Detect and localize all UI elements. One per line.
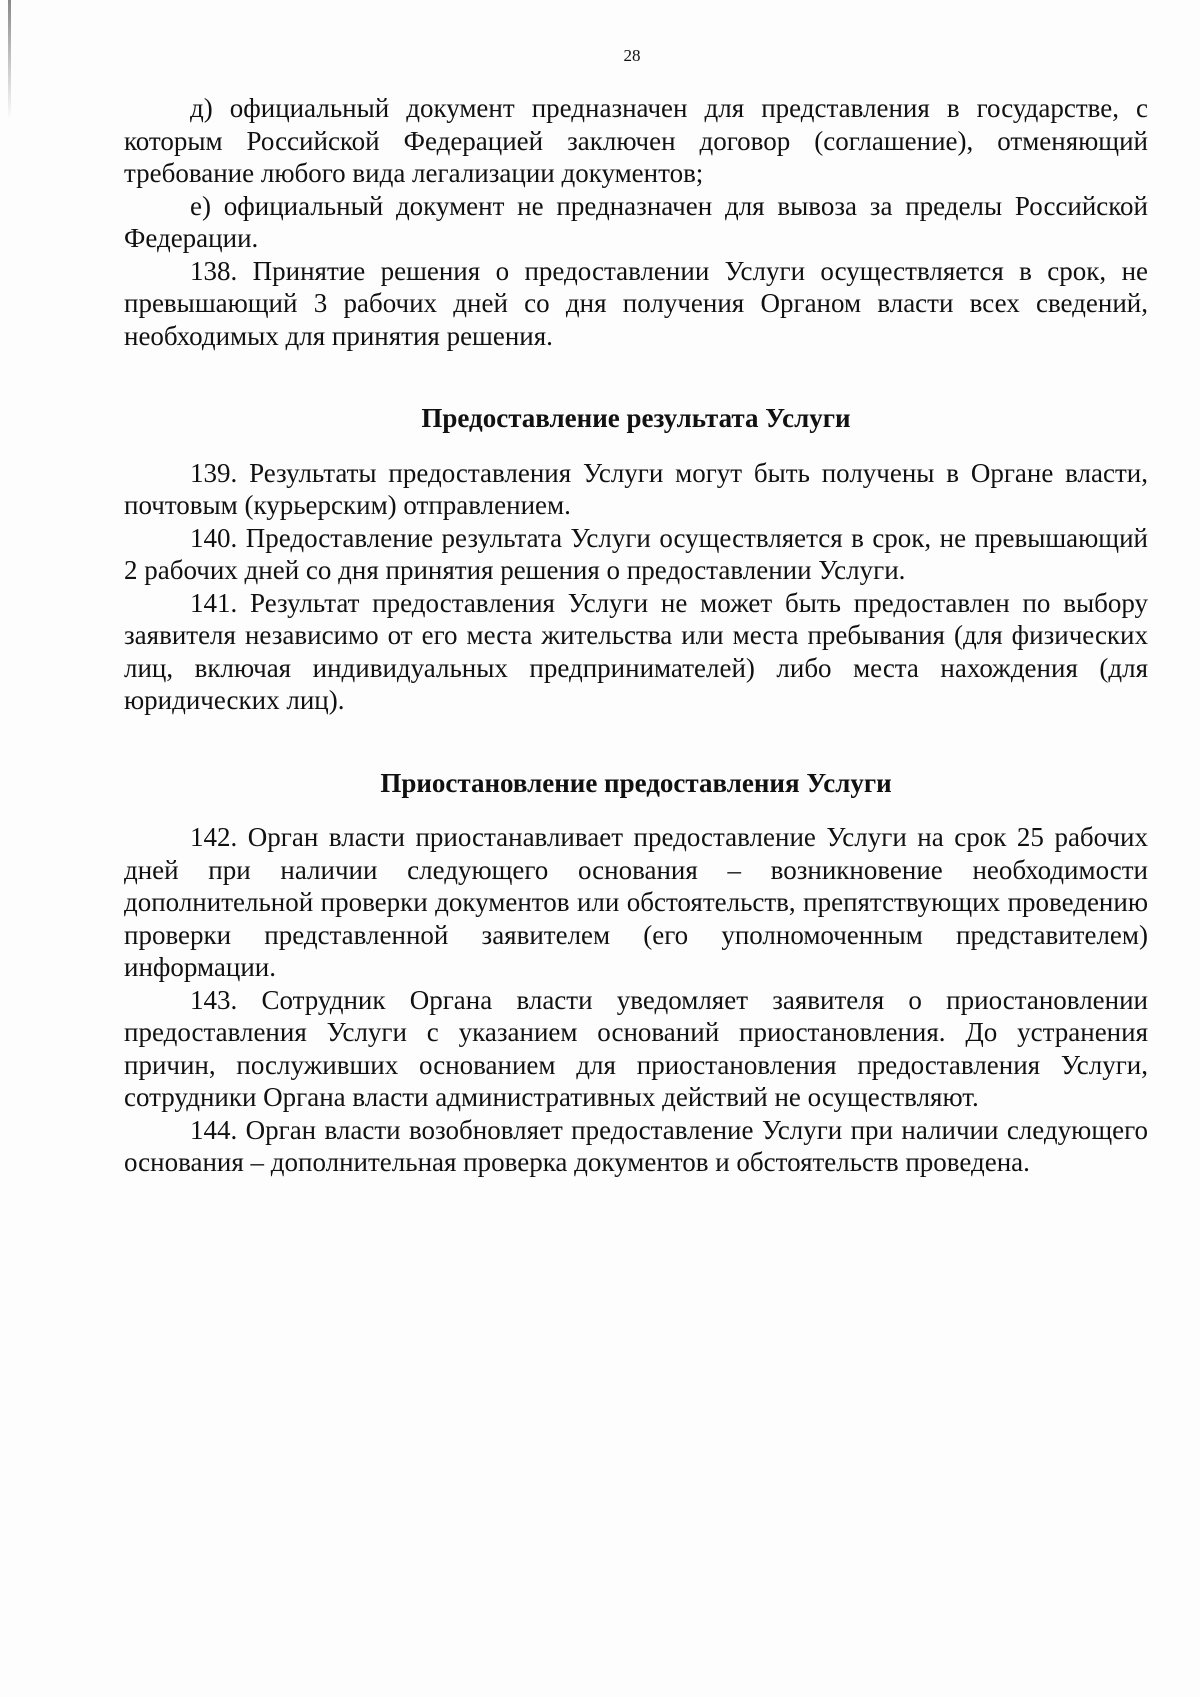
paragraph-143: 143. Сотрудник Органа власти уведомляет заявителя о приостановлении предоставления Услуги с указанием оснований приостановления. До устранения причин, послуживших основанием для приостановления предоставления Услуги, сотрудники Органа власти административных действий не осуществляют. bbox=[124, 984, 1148, 1112]
paragraph-140: 140. Предоставление результата Услуги осуществляется в срок, не превышающий 2 рабочих дней со дня принятия решения о предоставлении Услуги. bbox=[124, 522, 1148, 585]
paragraph-e: е) официальный документ не предназначен для вывоза за пределы Российской Федерации. bbox=[124, 190, 1148, 253]
paragraph-138: 138. Принятие решения о предоставлении Услуги осуществляется в срок, не превышающий 3 рабочих дней со дня получения Органом власти всех сведений, необходимых для принятия решения. bbox=[124, 255, 1148, 351]
paragraph-d: д) официальный документ предназначен для представления в государстве, с которым Российской Федерацией заключен договор (соглашение), отменяющий требование любого вида легализации документов; bbox=[124, 93, 1148, 188]
paragraph-144: 144. Орган власти возобновляет предоставление Услуги при наличии следующего основания – дополнительная проверка документов и обстоятельств проведена. bbox=[124, 1114, 1148, 1177]
paragraph-139: 139. Результаты предоставления Услуги могут быть получены в Органе власти, почтовым (курьерским) отправлением. bbox=[124, 457, 1148, 520]
paragraph-142: 142. Орган власти приостанавливает предоставление Услуги на срок 25 рабочих дней при наличии следующего основания – возникновение необходимости дополнительной проверки документов или обстоятельств, препятствующих проведению проверки представленной заявителем (его уполномоченным представителем) информации. bbox=[124, 822, 1148, 982]
paragraph-141: 141. Результат предоставления Услуги не может быть предоставлен по выбору заявителя независимо от его места жительства или места пребывания (для физических лиц, включая индивидуальных предпринимателей) либо места нахождения (для юридических лиц). bbox=[124, 587, 1148, 715]
section-heading-result: Предоставление результата Услуги bbox=[421, 403, 851, 433]
page-number: 28 bbox=[623, 46, 641, 65]
document-body bbox=[124, 92, 1148, 1179]
section-heading-suspension: Приостановление предоставления Услуги bbox=[380, 767, 892, 798]
